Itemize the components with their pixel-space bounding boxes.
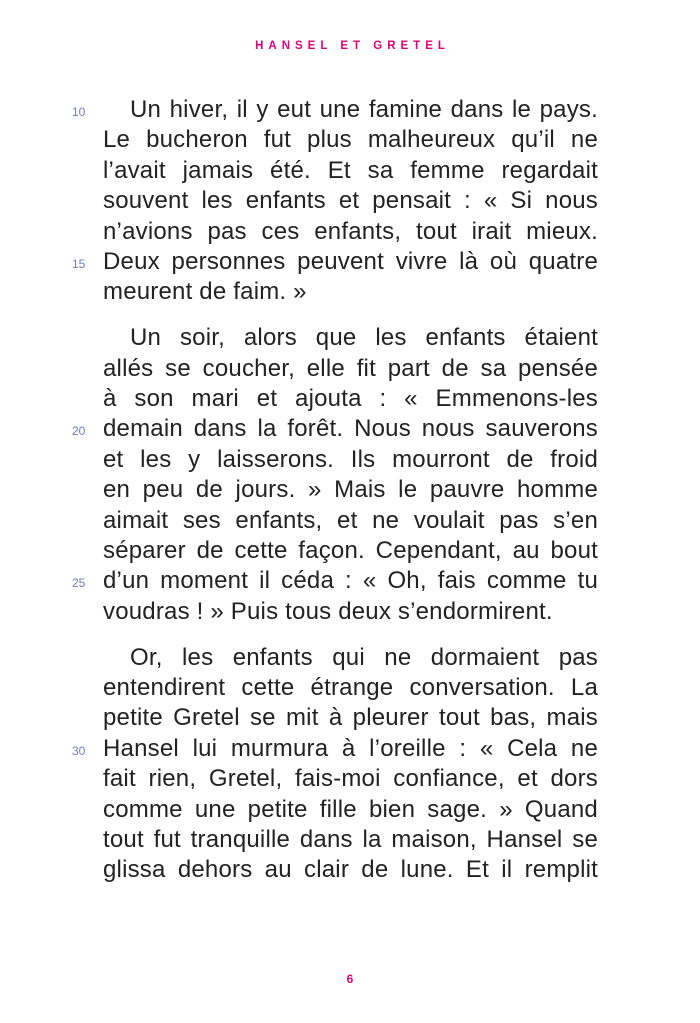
line-text: séparer de cette façon. Cependant, au bout <box>103 536 598 564</box>
text-line <box>72 734 598 764</box>
line-text: petite Gretel se mit à pleurer tout bas, mais <box>103 704 598 732</box>
body-text <box>72 95 598 901</box>
line-text: Or, les enfants qui ne dormaient pas <box>130 643 598 671</box>
line-text: Hansel lui murmura à l’oreille : « Cela ne <box>103 734 598 762</box>
line-text: entendirent cette étrange conversation. La <box>103 674 598 702</box>
line-text: à son mari et ajouta : « Emmenons-les <box>103 385 598 413</box>
text-line <box>103 125 598 155</box>
text-line <box>103 323 598 353</box>
text-line <box>103 703 598 733</box>
line-text: Deux personnes peuvent vivre là où quatre <box>103 247 598 275</box>
text-line <box>103 217 598 247</box>
line-text: Un hiver, il y eut une famine dans le pays. <box>130 96 598 123</box>
line-text: en peu de jours. » Mais le pauvre homme <box>103 476 598 504</box>
text-line <box>103 825 598 855</box>
text-line <box>103 643 598 673</box>
line-text: tout fut tranquille dans la maison, Hansel se <box>103 825 598 853</box>
line-text: aimait ses enfants, et ne voulait pas s’en <box>103 506 598 534</box>
text-line <box>103 597 598 627</box>
text-line <box>103 506 598 536</box>
paragraph <box>72 643 598 886</box>
line-text: meurent de faim. » <box>103 278 307 306</box>
text-line <box>103 475 598 505</box>
text-line <box>103 384 598 414</box>
paragraph <box>72 323 598 627</box>
text-line <box>103 795 598 825</box>
line-number: 10 <box>72 105 86 119</box>
line-number: 20 <box>72 424 86 439</box>
line-text: voudras ! » Puis tous deux s’endormirent. <box>103 597 553 625</box>
text-line <box>103 764 598 794</box>
line-text: l’avait jamais été. Et sa femme regardait <box>103 156 598 184</box>
line-text: fait rien, Gretel, fais-moi confiance, et dors <box>103 765 598 793</box>
line-text: allés se coucher, elle fit part de sa pensée <box>103 354 598 382</box>
line-number: 25 <box>72 576 86 591</box>
line-text: souvent les enfants et pensait : « Si nous <box>103 187 598 215</box>
text-line <box>103 186 598 216</box>
text-line <box>103 445 598 475</box>
line-text: demain dans la forêt. Nous nous sauverons <box>103 415 598 443</box>
text-line <box>103 855 598 885</box>
text-line <box>72 95 598 125</box>
line-text: comme une petite fille bien sage. » Quand <box>103 795 598 823</box>
text-line <box>103 536 598 566</box>
page-number: 6 <box>346 972 354 986</box>
line-text: et les y laisserons. Ils mourront de froid <box>103 445 598 473</box>
paragraph <box>72 95 598 308</box>
text-line <box>103 156 598 186</box>
text-line <box>72 414 598 444</box>
running-header: HANSEL ET GRETEL <box>255 40 450 52</box>
text-line <box>103 354 598 384</box>
line-text: Un soir, alors que les enfants étaient <box>130 324 598 352</box>
line-text: glissa dehors au clair de lune. Et il remplit <box>103 856 598 884</box>
line-text: n’avions pas ces enfants, tout irait mieux. <box>103 217 598 245</box>
line-number: 15 <box>72 256 86 271</box>
line-text: Le bucheron fut plus malheureux qu’il ne <box>103 126 598 154</box>
text-line <box>72 247 598 277</box>
text-line <box>103 673 598 703</box>
line-text: d’un moment il céda : « Oh, fais comme tu <box>103 567 598 595</box>
text-line <box>72 566 598 596</box>
line-number: 30 <box>72 743 86 758</box>
text-line <box>103 277 598 307</box>
